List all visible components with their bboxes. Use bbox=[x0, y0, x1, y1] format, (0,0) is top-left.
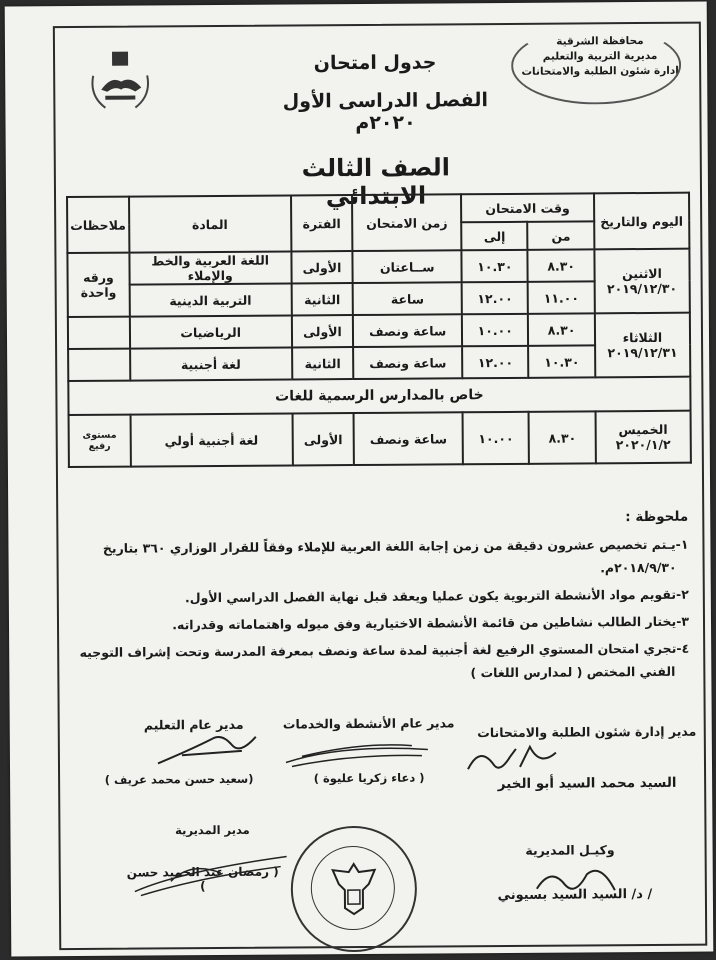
duration-cell: ساعة ونصف bbox=[353, 346, 462, 379]
grade-title: الصف الثالث الابتدائي bbox=[301, 153, 451, 211]
header-subject: المادة bbox=[129, 195, 291, 252]
signatory-name: / د/ السيد السيد بسيوني bbox=[497, 886, 653, 904]
signatory-title: مدير عام الأنشطة والخدمات bbox=[282, 715, 455, 732]
signature-scribble-icon bbox=[131, 850, 291, 901]
notes-cell: مستوى رفيع bbox=[69, 415, 131, 467]
to-cell: ١٠.٣٠ bbox=[462, 250, 529, 282]
table-row-section bbox=[68, 377, 690, 415]
laurel-wreath-icon bbox=[511, 26, 682, 105]
signatory-name: (سعيد حسن محمد عريف ) bbox=[104, 771, 254, 787]
to-cell: ١٠.٠٠ bbox=[462, 314, 529, 346]
day-cell bbox=[595, 313, 691, 378]
page-frame bbox=[53, 22, 707, 951]
period-cell: الأولى bbox=[292, 315, 354, 347]
from-cell: ١٠.٣٠ bbox=[529, 345, 596, 377]
header-from: من bbox=[528, 221, 595, 249]
notes-label: ملحوظة : bbox=[625, 508, 689, 526]
day-name: الثلاثاء bbox=[622, 329, 663, 346]
period-cell: الأولى bbox=[292, 413, 354, 465]
signatory-title: مدير المديرية bbox=[175, 822, 250, 838]
duration-cell: ساعة bbox=[353, 282, 462, 315]
to-cell: ١٠.٠٠ bbox=[463, 412, 530, 464]
document-title: جدول امتحان bbox=[313, 51, 437, 75]
signatory-title: مدير عام التعليم bbox=[143, 716, 244, 733]
notes-cell: ورقه واحدة bbox=[67, 253, 129, 317]
header-exam-time: وقت الامتحان bbox=[461, 193, 594, 222]
day-date: ٢٠١٩/١٢/٣١ bbox=[607, 344, 678, 361]
to-cell: ١٢.٠٠ bbox=[462, 346, 529, 378]
duration-cell: ساعة ونصف bbox=[353, 314, 462, 347]
header-duration: زمن الامتحان bbox=[352, 194, 461, 251]
signatory-name: السيد محمد السيد أبو الخير bbox=[497, 774, 677, 793]
day-date: ٢٠٢٠/١/٢ bbox=[615, 436, 671, 453]
governorate-text: محافظة الشرقية bbox=[556, 35, 644, 48]
section-label: خاص بالمدارس الرسمية للغات bbox=[68, 377, 690, 415]
table-row bbox=[68, 313, 690, 349]
ministry-logo-icon bbox=[85, 45, 155, 115]
from-cell: ٨.٣٠ bbox=[529, 411, 596, 463]
day-cell bbox=[594, 249, 690, 314]
from-cell: ٨.٣٠ bbox=[528, 249, 595, 281]
signature-scribble-icon bbox=[152, 729, 262, 770]
header-period: الفترة bbox=[291, 195, 353, 251]
to-cell: ١٢.٠٠ bbox=[462, 282, 529, 314]
note-item: الفني المختص ( لمدارس اللغات ) bbox=[470, 663, 676, 681]
directorate-text: مديرية التربية والتعليم bbox=[542, 49, 658, 63]
eagle-emblem-icon bbox=[329, 860, 379, 916]
day-date: ٢٠١٩/١٢/٣٠ bbox=[606, 280, 678, 297]
table-row bbox=[67, 249, 689, 285]
signature-scribble-icon bbox=[531, 860, 621, 901]
signature-scribble-icon bbox=[282, 735, 432, 770]
notes-cell bbox=[68, 317, 130, 349]
note-item: ١-يـتم تخصيص عشرون دقيقة من زمن إجابة اللغة العربية للإملاء وفقاً للقرار الوزاري ٣٦٠ بتاريخ bbox=[102, 536, 689, 556]
signatory-name: ( دعاء زكريا عليوة ) bbox=[313, 770, 425, 786]
signatory-title: مدير إدارة شئون الطلبة والامتحانات bbox=[477, 723, 697, 741]
day-name: الاثنين bbox=[622, 265, 662, 282]
period-cell: الأولى bbox=[291, 251, 353, 283]
table-row bbox=[69, 411, 691, 467]
signatory-title: وكيـل المديرية bbox=[525, 842, 615, 858]
period-cell: الثانية bbox=[291, 283, 353, 315]
from-cell: ١١.٠٠ bbox=[528, 281, 595, 313]
day-name: الخميس bbox=[618, 421, 668, 438]
subject-cell: الرياضيات bbox=[130, 315, 292, 348]
day-cell bbox=[595, 411, 691, 464]
document-sheet bbox=[5, 2, 714, 957]
subject-cell: اللغة العربية والخط والإملاء bbox=[129, 251, 291, 284]
from-cell: ٨.٣٠ bbox=[528, 313, 595, 345]
header-day: اليوم والتاريخ bbox=[594, 193, 690, 250]
notes-section bbox=[78, 506, 689, 687]
header-notes: ملاحظات bbox=[67, 197, 129, 253]
term-title: الفصل الدراسى الأول ٢٠٢٠م bbox=[282, 89, 489, 135]
notes-cell bbox=[68, 349, 130, 381]
duration-cell: ســاعتان bbox=[353, 250, 462, 283]
duration-cell: ساعة ونصف bbox=[354, 412, 463, 465]
signatory-name: ( رمضان عبد الحميد حسن ) bbox=[126, 864, 279, 894]
signature-scribble-icon bbox=[460, 739, 570, 780]
period-cell: الثانية bbox=[292, 347, 354, 379]
official-stamp bbox=[290, 826, 417, 953]
note-item: ٣-يختار الطالب نشاطين من قائمة الأنشطة الاختيارية وفق ميوله واهتماماته وقدراته. bbox=[172, 613, 690, 633]
header-to: إلى bbox=[461, 222, 528, 250]
subject-cell: لغة أجنبية أولي bbox=[130, 413, 292, 466]
subject-cell: لغة أجنبية bbox=[130, 347, 292, 380]
note-item: ٢٠١٨/٩/٣٠م. bbox=[600, 559, 677, 576]
subject-cell: التربية الدينية bbox=[129, 283, 291, 316]
note-item: ٢-تقويم مواد الأنشطة التربوية يكون عمليا ويعقد قبل نهاية الفصل الدراسي الأول. bbox=[184, 586, 689, 606]
exam-schedule-table bbox=[66, 192, 692, 468]
department-text: إدارة شئون الطلبة والامتحانات bbox=[521, 64, 679, 78]
note-item: ٤-تجري امتحان المستوي الرفيع لغة أجنبية لمدة ساعة ونصف بمعرفة المدرسة وتحت إشراف التوجيه bbox=[79, 640, 690, 660]
